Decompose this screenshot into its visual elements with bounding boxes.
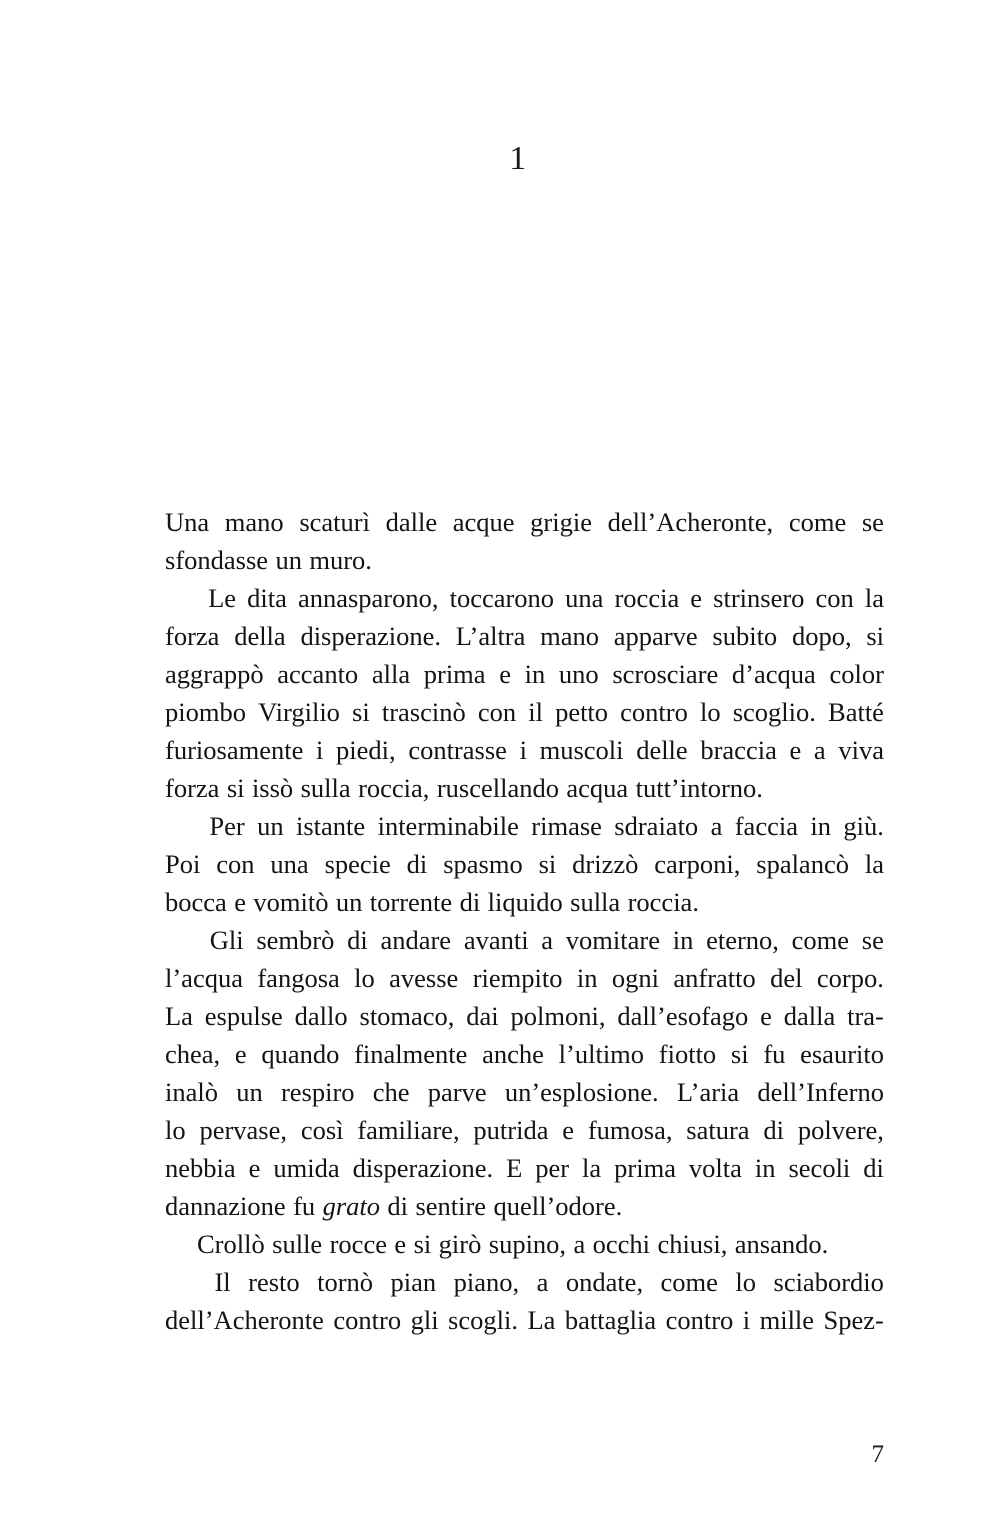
word: espulse [204,1001,283,1031]
word: un’esplosione. [504,1077,659,1107]
word: secoli [788,1153,851,1183]
word: dopo, [791,621,852,651]
word: dannazione [165,1191,286,1221]
word: alla [371,659,411,689]
word: lo [699,697,721,727]
emphasis-word: grato [322,1191,380,1221]
word: della [234,621,286,651]
word: avanti [463,925,529,955]
word: piombo [165,697,246,727]
word: lo [354,963,375,993]
word: la [582,1153,602,1183]
word: e [562,1115,575,1145]
word: muscoli [539,735,624,765]
word: familiare, [357,1115,460,1145]
word: anche [482,1039,544,1069]
word: di [406,849,428,879]
word: si [226,773,245,803]
word: occhi [592,1229,651,1259]
word: ogni [611,963,659,993]
word: volta [688,1153,742,1183]
word: e [234,887,246,917]
word: piano, [453,1267,520,1297]
word: disperazione. [352,1153,494,1183]
word: i [519,735,527,765]
word: in [810,811,831,841]
word: acqua [566,773,629,803]
word: una [565,583,604,613]
word: sfondasse [165,545,269,575]
word: esaurito [800,1039,884,1069]
word: mano [540,621,600,651]
word: a [813,735,826,765]
paragraph [165,921,884,1225]
word: si [538,849,557,879]
text-line [165,883,884,921]
word: polvere, [797,1115,884,1145]
paragraph [165,1225,884,1263]
paragraph-indent [165,579,197,617]
word: e [234,1039,247,1069]
word: si [866,621,884,651]
word: aggrappò [165,659,264,689]
word: d’acqua [731,659,816,689]
word: Spez- [823,1305,884,1335]
word: roccia, [358,773,430,803]
word: fu [763,1039,786,1069]
text-line [165,1301,884,1339]
word: a [541,925,554,955]
text-line [165,1111,884,1149]
word: sdraiato [614,811,699,841]
text-line [165,1187,884,1225]
word: prima [423,659,486,689]
word: lo [735,1267,757,1297]
word: Crollò [197,1229,265,1259]
word: come [788,507,847,537]
text-line [165,769,884,807]
word: apparve [613,621,698,651]
word: spalancò [756,849,849,879]
paragraph-indent [165,1263,197,1301]
text-line [165,617,884,655]
word: parve [427,1077,487,1107]
word: scoglio. [732,697,816,727]
word: si [413,1229,432,1259]
text-line [165,1263,884,1301]
word: chiusi, [657,1229,728,1259]
word: e [690,583,703,613]
word: Poi [165,849,201,879]
word: dai [466,1001,499,1031]
word: disperazione. [300,621,441,651]
text-line [165,921,884,959]
word: dallo [294,1001,348,1031]
word: in [576,963,598,993]
word: istante [296,811,366,841]
word: ruscellando [436,773,559,803]
word: dita [247,583,287,613]
word: sulla [570,887,621,917]
word: di [763,1115,785,1145]
word: sulla [300,773,351,803]
word: contrasse [408,735,507,765]
word: l’acqua [165,963,243,993]
word: in [524,659,546,689]
word: scogli. [448,1305,518,1335]
word: di [863,1153,884,1183]
word: la [864,583,884,613]
text-line [165,845,884,883]
word: E [506,1153,523,1183]
text-line [165,1035,884,1073]
word: tra- [847,1001,884,1031]
word: pervase, [199,1115,287,1145]
word: sulle [272,1229,323,1259]
word: una [270,849,309,879]
word: roccia. [627,887,699,917]
text-line [165,1073,884,1111]
word: fu [293,1191,316,1221]
word: quando [261,1039,340,1069]
word: con [216,849,255,879]
word: umida [273,1153,340,1183]
word: come [791,925,850,955]
word: un [257,811,284,841]
word: e [248,1153,261,1183]
word: battaglia [564,1305,657,1335]
word: specie [324,849,391,879]
text-line [165,959,884,997]
word: sentire [415,1191,487,1221]
word: Per [209,811,245,841]
word: rimase [531,811,602,841]
word: piedi, [336,735,396,765]
word: acque [452,507,515,537]
word: a [710,811,723,841]
text-line [165,731,884,769]
word: la [864,849,884,879]
word: polmoni, [510,1001,606,1031]
word: e [394,1229,407,1259]
word: torrente [369,887,453,917]
word: come [660,1267,718,1297]
paragraph [165,1263,884,1339]
word: se [861,925,884,955]
word: sembrò [256,925,335,955]
word: dalla [783,1001,836,1031]
word: Il [214,1267,231,1297]
text-line [165,579,884,617]
word: ansando. [734,1229,829,1259]
word: di [347,925,368,955]
word: tutt’intorno. [635,773,763,803]
word: mille [759,1305,815,1335]
chapter-number-value: 1 [509,140,527,177]
word: stomaco, [359,1001,455,1031]
word: sciabordio [773,1267,884,1297]
word: L’aria [676,1077,740,1107]
word: drizzò [572,849,639,879]
word: color [829,659,884,689]
word: mano [224,507,284,537]
word: satura [686,1115,750,1145]
word: dell’Acheronte, [607,507,774,537]
word: riempito [472,963,563,993]
word: fangosa [257,963,340,993]
word: respiro [280,1077,355,1107]
word: per [535,1153,570,1183]
word: inalò [165,1077,218,1107]
word: faccia [734,811,798,841]
word: putrida [473,1115,549,1145]
word: scrosciare [612,659,719,689]
word: ondate, [565,1267,644,1297]
word: L’altra [455,621,526,651]
word: fiotto [658,1039,717,1069]
word: contro [665,1305,734,1335]
word: rocce [329,1229,387,1259]
text-line [165,807,884,845]
word: vomitare [565,925,660,955]
word: La [165,1001,193,1031]
word: strinsero [713,583,805,613]
word: scaturì [299,507,370,537]
text-line [165,1149,884,1187]
word: viva [838,735,884,765]
word: in [672,925,694,955]
word: bocca [165,887,227,917]
text-line [165,693,884,731]
word: un [335,887,363,917]
word: carponi, [654,849,741,879]
word: braccia [700,735,777,765]
word: dell’Inferno [757,1077,884,1107]
word: trascinò [381,697,466,727]
text-line [165,1225,884,1263]
word: quell’odore. [493,1191,623,1221]
word: se [861,507,884,537]
word: uno [558,659,599,689]
word: nebbia [165,1153,236,1183]
word: l’ultimo [558,1039,645,1069]
text-line [165,655,884,693]
word: il [528,697,543,727]
word: si [730,1039,749,1069]
paragraph-indent [165,807,197,845]
paragraph-indent [165,921,197,959]
word: e [760,1001,772,1031]
word: chea, [165,1039,221,1069]
word: tornò [317,1267,374,1297]
page-number: 7 [871,1441,884,1468]
word: avesse [389,963,459,993]
word: si [352,697,370,727]
chapter-number [0,142,1000,176]
word: forza [165,773,220,803]
word: muro. [309,545,372,575]
word: toccarono [449,583,555,613]
word: andare [380,925,452,955]
word: eterno, [706,925,779,955]
paragraph [165,503,884,579]
word: accanto [277,659,359,689]
word: che [372,1077,410,1107]
word: lo [165,1115,186,1145]
word: un [275,545,302,575]
word: del [770,963,803,993]
word: interminabile [377,811,519,841]
word: i [742,1305,751,1335]
word: dell’Acheronte [165,1305,324,1335]
word: corpo. [816,963,884,993]
word: delle [636,735,688,765]
paragraph [165,579,884,807]
word: a [536,1267,549,1297]
text-line [165,997,884,1035]
word: in [754,1153,776,1183]
word: contro [620,697,688,727]
word: resto [248,1267,300,1297]
word: furiosamente [165,735,304,765]
word: i [316,735,324,765]
word: grigie [530,507,592,537]
word: anfratto [673,963,756,993]
word: liquido [487,887,563,917]
word: Gli [209,925,244,955]
word: supino, [488,1229,567,1259]
word: così [300,1115,344,1145]
word: a [573,1229,586,1259]
word: issò [251,773,294,803]
word: pian [390,1267,437,1297]
paragraph-indent [165,1225,197,1263]
word: e [499,659,511,689]
word: e [789,735,802,765]
word: girò [438,1229,482,1259]
word: un [236,1077,263,1107]
word: Le [208,583,237,613]
word: gli [410,1305,439,1335]
word: La [527,1305,556,1335]
paragraph [165,807,884,921]
word: forza [165,621,220,651]
word: con [815,583,854,613]
word: annasparono, [297,583,439,613]
word: con [477,697,517,727]
word: Una [165,507,210,537]
word: di [459,887,481,917]
word: finalmente [354,1039,468,1069]
word: petto [555,697,609,727]
word: Batté [828,697,884,727]
word: spasmo [443,849,523,879]
word: dalle [385,507,438,537]
word: subito [712,621,778,651]
word: contro [333,1305,402,1335]
word: Virgilio [258,697,340,727]
word: dall’esofago [617,1001,749,1031]
word: fumosa, [587,1115,673,1145]
word: roccia [614,583,680,613]
text-line [165,541,884,579]
word: giù. [843,811,884,841]
word: prima [614,1153,676,1183]
text-line [165,503,884,541]
word: vomitò [253,887,329,917]
word: di [387,1191,409,1221]
body-text-block [165,503,884,1339]
